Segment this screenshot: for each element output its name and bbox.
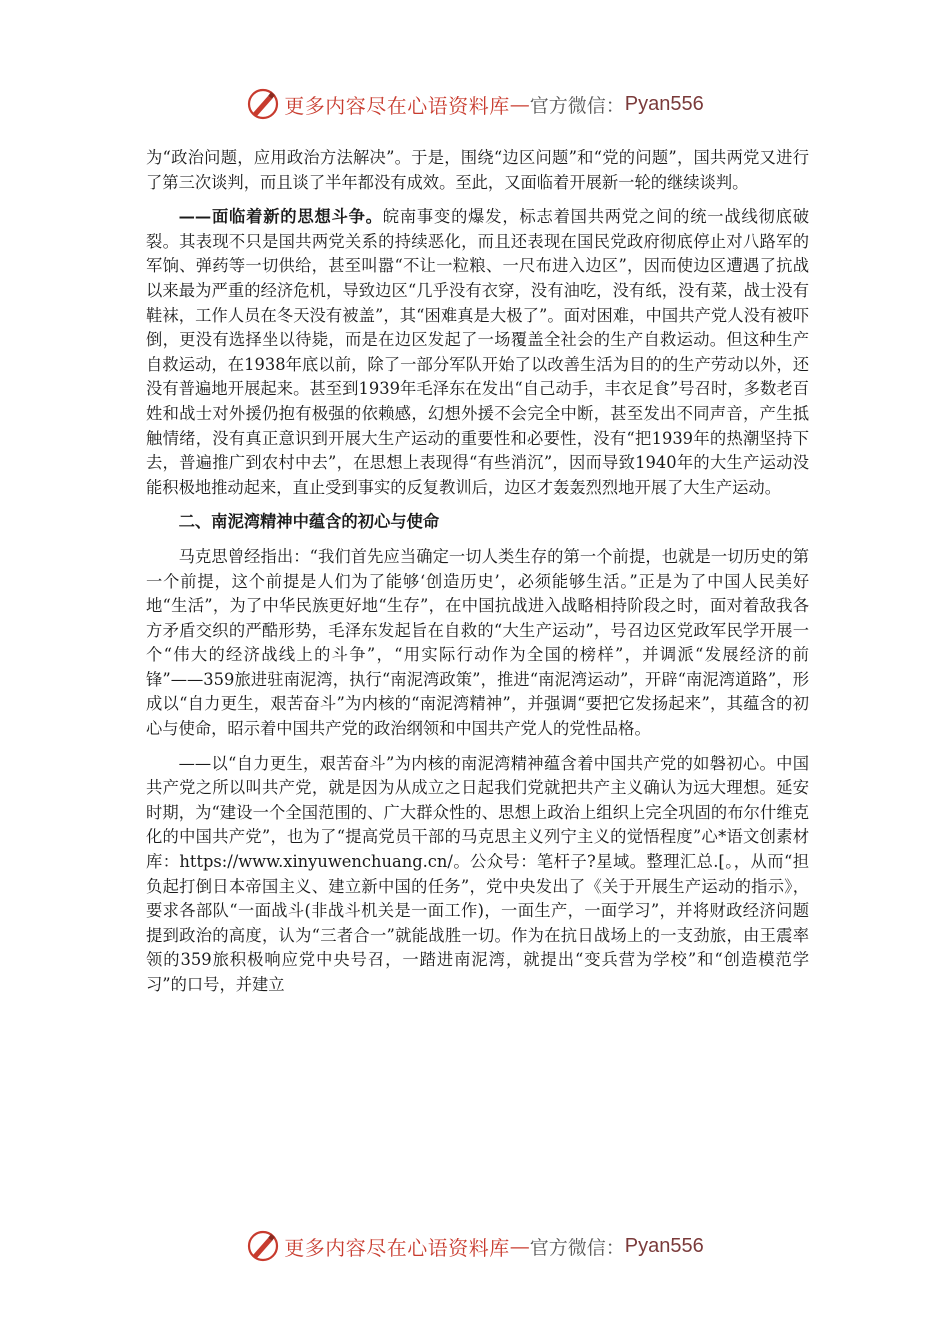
banner-wechat-label: 官方微信： <box>529 1236 625 1259</box>
document-body <box>146 146 809 998</box>
paragraph-2 <box>146 205 809 500</box>
banner-text: 更多内容尽在心语资料库 <box>284 1235 510 1260</box>
header-banner <box>0 84 950 124</box>
pen-logo-icon <box>246 87 280 121</box>
paragraph-4: ——以“自力更生，艰苦奋斗”为内核的南泥湾精神蕴含着中国共产党的如磐初心。中国共产党之所以叫共产党，就是因为从成立之日起我们党就把共产主义确认为远大理想。延安时期，为“建设一个全国范围的、广大群众性的、思想上政治上组织上完全巩固的布尔什维克化的中国共产党”，也为了“提高党员干部的马克思主义列宁主义的觉悟程度”心*语文创素材库：https://www.xinyuwenchuang.cn/。公众号：笔杆子?星域。整理汇总.[。，从而“担负起打倒日本帝国主义、建立新中国的任务”，党中央发出了《关于开展生产运动的指示》，要求各部队“一面战斗(非战斗机关是一面工作)，一面生产，一面学习”，并将财政经济问题提到政治的高度，认为“三者合一”就能战胜一切。作为在抗日战场上的一支劲旅，由王震率领的359旅积极响应党中央号召，一踏进南泥湾，就提出“变兵营为学校”和“创造模范学习”的口号，并建立 <box>146 753 809 994</box>
paragraph-2-lead: ——面临着新的思想斗争。 <box>178 207 383 227</box>
banner-wechat-label: 官方微信： <box>529 94 625 117</box>
banner-wechat-id: Pyan556 <box>624 1234 704 1257</box>
banner-separator: — <box>509 1234 530 1258</box>
footer-banner <box>0 1226 950 1266</box>
banner-separator: — <box>509 92 530 116</box>
section-heading-2: 二、南泥湾精神中蕴含的初心与使命 <box>178 512 440 532</box>
pen-logo-icon <box>246 1229 280 1263</box>
banner-text: 更多内容尽在心语资料库 <box>284 93 510 118</box>
banner-wechat-id: Pyan556 <box>624 92 704 115</box>
paragraph-1: 为“政治问题，应用政治方法解决”。于是，围绕“边区问题”和“党的问题”，国共两党又进行了第三次谈判，而且谈了半年都没有成效。至此，又面临着开展新一轮的继续谈判。 <box>146 148 809 192</box>
paragraph-2-text: 皖南事变的爆发，标志着国共两党之间的统一战线彻底破裂。其表现不只是国共两党关系的持续恶化，而且还表现在国民党政府彻底停止对八路军的军饷、弹药等一切供给，甚至叫嚣“不让一粒粮、一尺布进入边区”，因而使边区遭遇了抗战以来最为严重的经济危机，导致边区“几乎没有衣穿，没有油吃，没有纸，没有菜，战士没有鞋袜，工作人员在冬天没有被盖”，其“困难真是大极了”。面对困难，中国共产党人没有被吓倒，更没有选择坐以待毙，而是在边区发起了一场覆盖全社会的生产自救运动。但这种生产自救运动，在1938年底以前，除了一部分军队开始了以改善生活为目的的生产劳动以外，还没有普遍地开展起来。甚至到1939年毛泽东在发出“自己动手，丰衣足食”号召时，多数老百姓和战士对外援仍抱有极强的依赖感，幻想外援不会完全中断，甚至发出不同声音，产生抵触情绪，没有真正意识到开展大生产运动的重要性和必要性，没有“把1939年的热潮坚持下去，普遍推广到农村中去”，在思想上表现得“有些消沉”，因而导致1940年的大生产运动没能积极地推动起来，直止受到事实的反复教训后，边区才轰轰烈烈地开展了大生产运动。 <box>146 207 809 497</box>
paragraph-3: 马克思曾经指出：“我们首先应当确定一切人类生存的第一个前提，也就是一切历史的第一个前提，这个前提是人们为了能够‘创造历史’，必须能够生活。”正是为了中国人民美好地“生活”，为了中华民族更好地“生存”，在中国抗战进入战略相持阶段之时，面对着敌我各方矛盾交织的严酷形势，毛泽东发起旨在自救的“大生产运动”，号召边区党政军民学开展一个“伟大的经济战线上的斗争”，“用实际行动作为全国的榜样”，并调派“发展经济的前锋”——359旅进驻南泥湾，执行“南泥湾政策”，推进“南泥湾运动”，开辟“南泥湾道路”，形成以“自力更生，艰苦奋斗”为内核的“南泥湾精神”，并强调“要把它发扬起来”，其蕴含的初心与使命，昭示着中国共产党的政治纲领和中国共产党人的党性品格。 <box>146 546 809 739</box>
